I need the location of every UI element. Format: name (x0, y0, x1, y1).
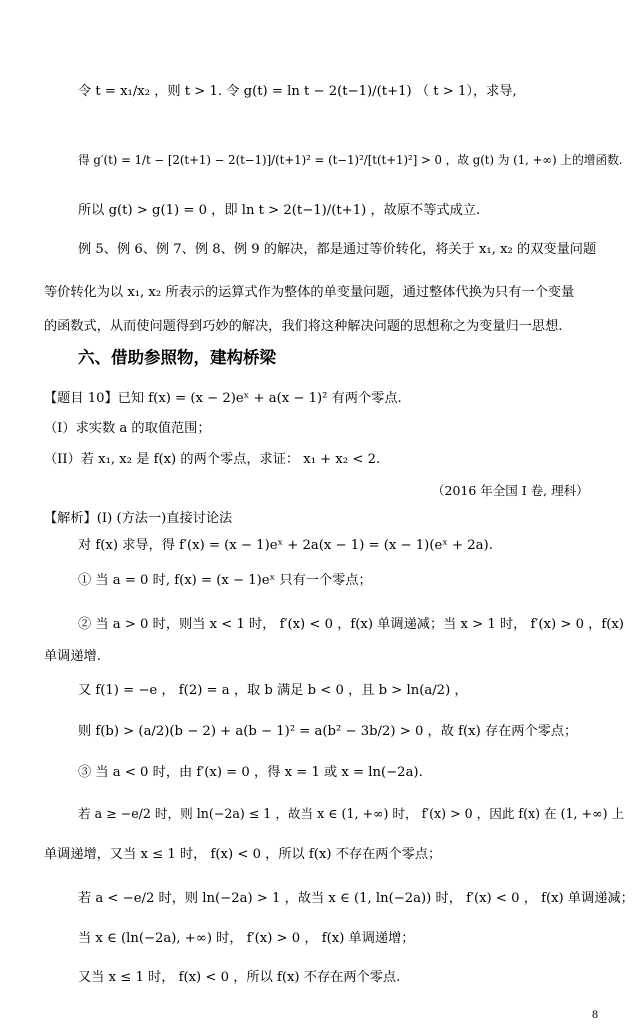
problem-statement: 【题目 10】已知 f(x) = (x − 2)eˣ + a(x − 1)² 有两个零点. (44, 391, 402, 406)
solution-line-fb: 则 f(b) > (a/2)(b − 2) + a(b − 1)² = a(b² − 3b/2) > 0 ，故 f(x) 存在两个零点； (78, 724, 578, 739)
text-line-2: 得 g′(t) = 1/t − [2(t+1) − 2(t−1)]/(t+1)² = (t−1)²/[t(t+1)²] > 0 ，故 g(t) 为 (1, +∞) 上的增函数. (78, 153, 623, 167)
solution-conclusion: 又当 x ≤ 1 时， f(x) < 0 ，所以 f(x) 不存在两个零点. (78, 970, 401, 985)
solution-header: 【解析】(I) (方法一)直接讨论法 (44, 511, 233, 526)
solution-line-f1: 又 f(1) = −e ， f(2) = a ，取 b 满足 b < 0 ，且 b > ln(a/2) ， (78, 683, 468, 698)
solution-subcase-a-cont: 单调递增，又当 x ≤ 1 时， f(x) < 0 ，所以 f(x) 不存在两个零点； (44, 847, 442, 862)
problem-part-1: （I）求实数 a 的取值范围； (44, 421, 211, 436)
solution-line-derivative: 对 f(x) 求导，得 f′(x) = (x − 1)eˣ + 2a(x − 1) = (x − 1)(eˣ + 2a). (78, 538, 493, 553)
solution-case-3: ③ 当 a < 0 时，由 f′(x) = 0 ，得 x = 1 或 x = ln(−2a). (78, 765, 423, 780)
text-line-6: 的函数式，从而使问题得到巧妙的解决，我们将这种解决问题的思想称之为变量归一思想. (44, 319, 563, 334)
solution-subcase-b-cont: 当 x ∈ (ln(−2a), +∞) 时， f′(x) > 0 ， f(x) 单调递增； (78, 931, 415, 946)
problem-source: （2016 年全国 I 卷, 理科） (432, 483, 589, 498)
solution-subcase-b: 若 a < −e/2 时，则 ln(−2a) > 1 ，故当 x ∈ (1, ln(−2a)) 时， f′(x) < 0 ， f(x) 单调递减； (78, 891, 634, 906)
solution-case-1: ① 当 a = 0 时, f(x) = (x − 1)eˣ 只有一个零点； (78, 573, 372, 588)
text-line-5: 等价转化为以 x₁, x₂ 所表示的运算式作为整体的单变量问题，通过整体代换为只有一个变量 (44, 285, 575, 300)
text-line-3: 所以 g(t) > g(1) = 0 ，即 ln t > 2(t−1)/(t+1) ，故原不等式成立. (78, 203, 481, 218)
problem-part-2: （II）若 x₁, x₂ 是 f(x) 的两个零点，求证： x₁ + x₂ < 2. (44, 452, 381, 467)
page-number: 8 (592, 1007, 598, 1021)
section-heading: 六、借助参照物，建构桥梁 (78, 348, 276, 367)
text-line-1: 令 t = x₁/x₂ ，则 t > 1. 令 g(t) = ln t − 2(t−1)/(t+1) （ t > 1），求导, (78, 84, 517, 99)
solution-case-2-cont: 单调递增. (44, 649, 101, 664)
solution-subcase-a: 若 a ≥ −e/2 时，则 ln(−2a) ≤ 1 ，故当 x ∈ (1, +∞) 时， f′(x) > 0 ，因此 f(x) 在 (1, +∞) 上 (78, 806, 625, 821)
solution-case-2: ② 当 a > 0 时，则当 x < 1 时， f′(x) < 0 ，f(x) 单调递减；当 x > 1 时， f′(x) > 0 ，f(x) (78, 617, 624, 632)
text-line-4: 例 5、例 6、例 7、例 8、例 9 的解决，都是通过等价转化，将关于 x₁, x₂ 的双变量问题 (78, 242, 597, 257)
